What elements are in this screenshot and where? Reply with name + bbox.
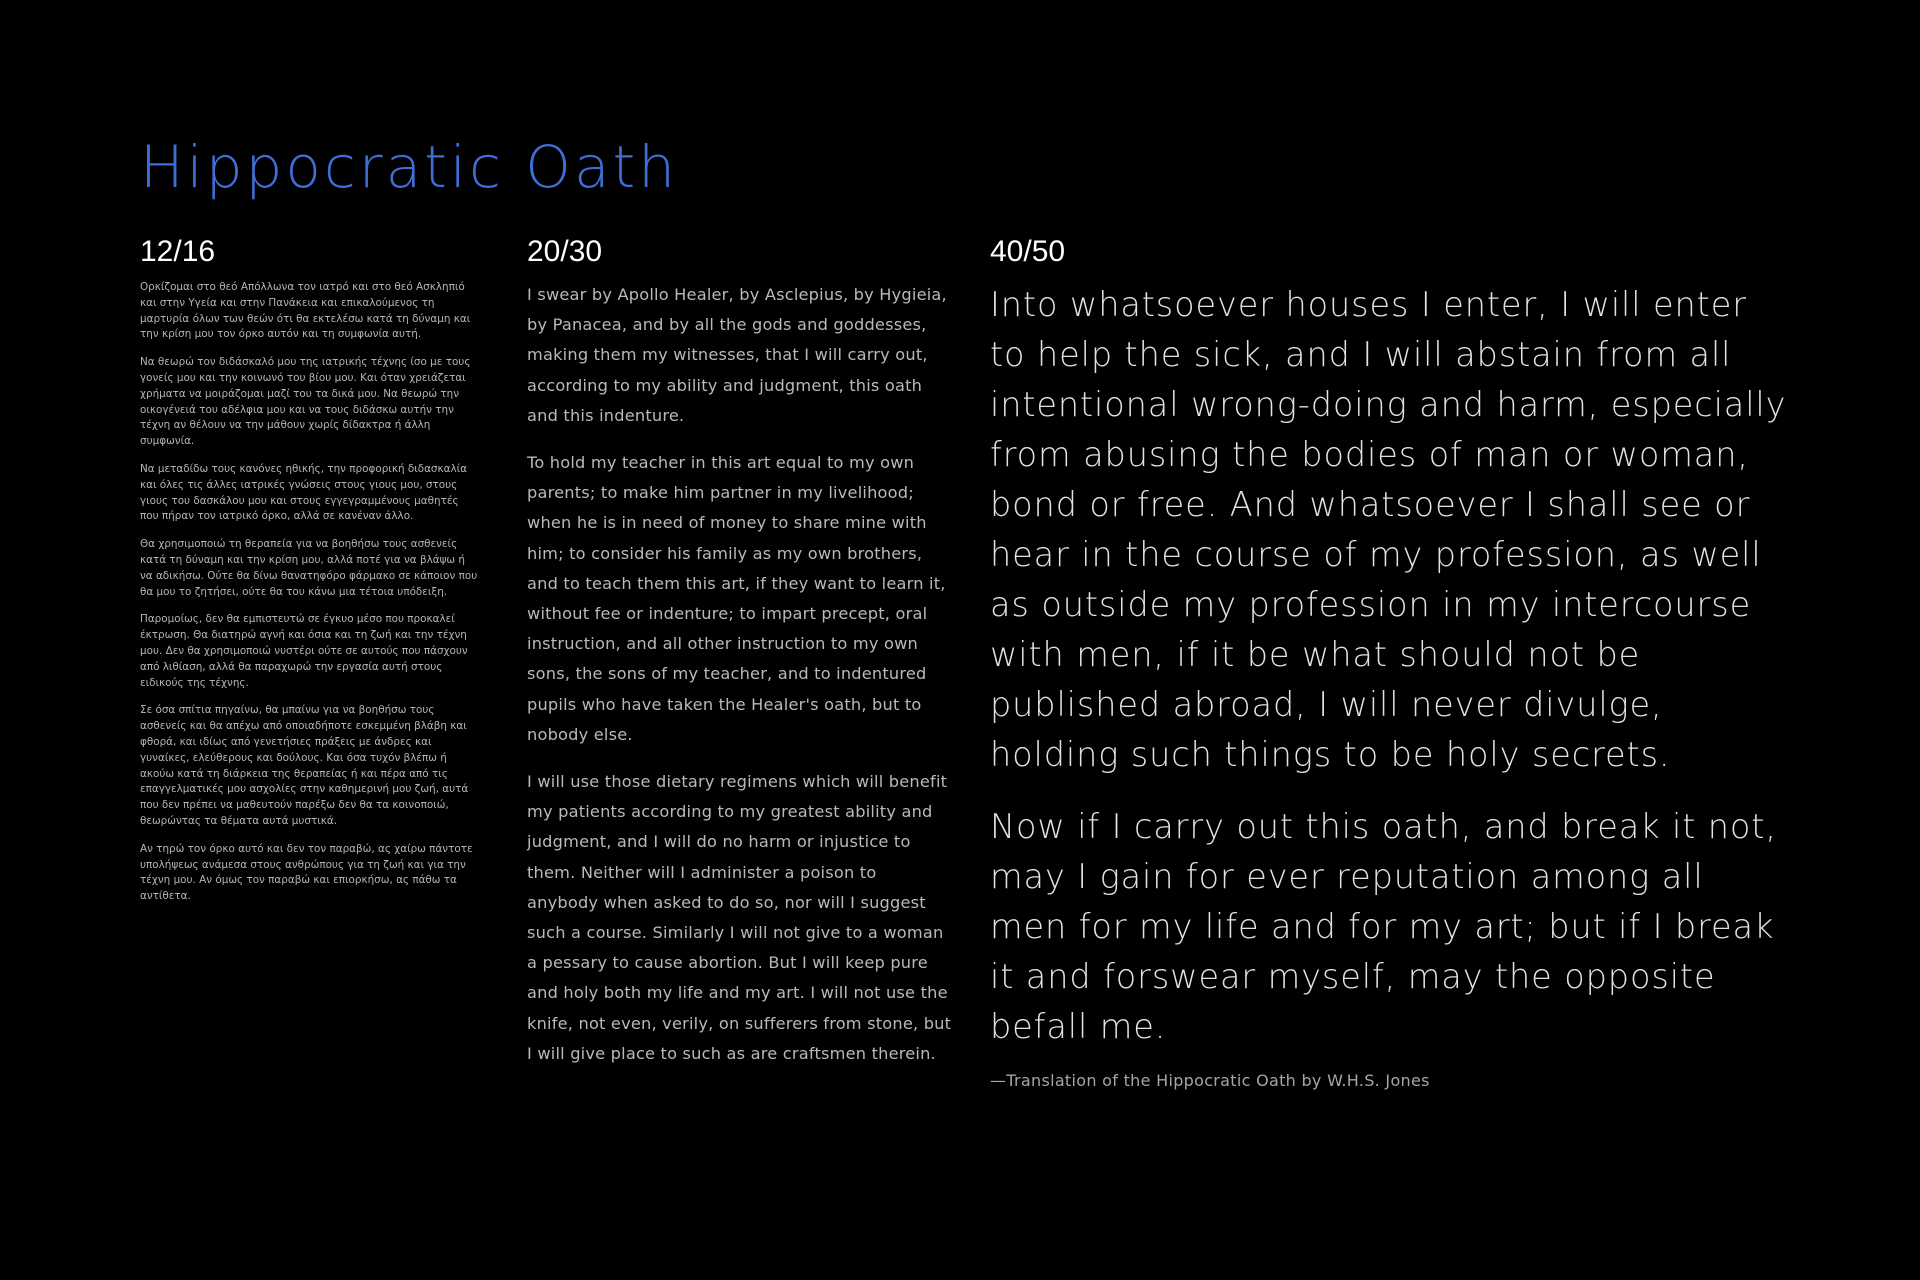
greek-paragraph: Να θεωρώ τον διδάσκαλό μου της ιατρικής τέχνης ίσο με τους γονείς μου και την κοινωνό του βίου μου. Και όταν χρειάζεται χρήματα να μοιράζομαι μαζί του τα δικά μου. Να θεωρώ την οικογένειά του αδέλφια μου και να τους διδάσκω αυτήν την τέχνη αν θέλουν να την μάθουν χωρίς δίδακτρα ή άλλη συμφωνία. bbox=[140, 356, 471, 448]
english-paragraph: I will use those dietary regimens which will benefit my patients according to my greatest ability and judgment, and I will do no harm or injustice to them. Neither will I administer a poison to anybody when asked to do so, nor will I suggest such a course. Similarly I will not give to a woman a pessary to cause abortion. But I will keep pure and holy both my life and my art. I will not use the knife, not even, verily, on sufferers from stone, but I will give place to such as are craftsmen therein. bbox=[527, 772, 952, 1063]
column-20-30 bbox=[527, 232, 952, 1086]
greek-paragraph: Ορκίζομαι στο θεό Απόλλωνα τον ιατρό και στο θεό Ασκληπιό και στην Υγεία και στην Πανάκεια και επικαλούμενος τη μαρτυρία όλων των θεών ότι θα εκτελέσω κατά τη δύναμη και την κρίση μου τον όρκο αυτόν και τη συμφωνία αυτή. bbox=[140, 281, 471, 341]
greek-paragraph: Σε όσα σπίτια πηγαίνω, θα μπαίνω για να βοηθήσω τους ασθενείς και θα απέχω από οποιαδήποτε εσκεμμένη βλάβη και φθορά, και ιδίως από γενετήσιες πράξεις με άνδρες και γυναίκες, ελεύθερους και δούλους. Και όσα τυχόν βλέπω ή ακούω κατά τη διάρκεια της θεραπείας ή και πέρα από τις επαγγελματικές μου ασχολίες στην καθημερινή μου ζωή, αυτά που δεν πρέπει να μαθευτούν παρέξω δεν θα τα κοινοποιώ, θεωρώντας τα θέματα αυτά μυστικά. bbox=[140, 704, 469, 827]
english-paragraph: I swear by Apollo Healer, by Asclepius, by Hygieia, by Panacea, and by all the gods and goddesses, making them my witnesses, that I will carry out, according to my ability and judgment, this oath and this indenture. bbox=[527, 285, 947, 425]
size-label: 20/30 bbox=[527, 235, 603, 268]
column-12-16 bbox=[140, 232, 480, 917]
size-label: 40/50 bbox=[990, 235, 1066, 268]
greek-paragraph: Να μεταδίδω τους κανόνες ηθικής, την προφορική διδασκαλία και όλες τις άλλες ιατρικές γνώσεις στους γιους μου, στους γιους του δασκάλου μου και στους εγγεγραμμένους μαθητές που πήραν τον ιατρικό όρκο, αλλά σε κανέναν άλλο. bbox=[140, 462, 467, 523]
page-title: Hippocratic Oath bbox=[140, 133, 678, 201]
greek-paragraph: Αν τηρώ τον όρκο αυτό και δεν τον παραβώ, ας χαίρω πάντοτε υπολήψεως ανάμεσα στους ανθρώπους για τη ζωή και για την τέχνη μου. Αν όμως τον παραβώ και επιορκήσω, ας πάθω τα αντίθετα. bbox=[140, 842, 473, 903]
greek-paragraph: Θα χρησιμοποιώ τη θεραπεία για να βοηθήσω τους ασθενείς κατά τη δύναμη και την κρίση μου, αλλά ποτέ για να βλάψω ή να αδικήσω. Ούτε θα δίνω θανατηφόρο φάρμακο σε κάποιον που θα μου το ζητήσει, ούτε θα του κάνω μια τέτοια υπόδειξη. bbox=[140, 538, 478, 598]
english-paragraph: To hold my teacher in this art equal to my own parents; to make him partner in my livelihood; when he is in need of money to share mine with him; to consider his family as my own brothers, and to teach them this art, if they want to learn it, without fee or indenture; to impart precept, oral instruction, and all other instruction to my own sons, the sons of my teacher, and to indentured pupils who have taken the Healer's oath, but to nobody else. bbox=[527, 453, 946, 744]
greek-paragraph: Παρομοίως, δεν θα εμπιστευτώ σε έγκυο μέσο που προκαλεί έκτρωση. Θα διατηρώ αγνή και όσια και τη ζωή και την τέχνη μου. Δεν θα χρησιμοποιώ νυστέρι ούτε σε αυτούς που πάσχουν από λιθίαση, αλλά θα παραχωρώ την εργασία αυτή στους ειδικούς της τέχνης. bbox=[140, 613, 468, 689]
translation-credit: —Translation of the Hippocratic Oath by W.H.S. Jones bbox=[990, 1071, 1430, 1090]
size-label: 12/16 bbox=[140, 235, 216, 268]
column-40-50 bbox=[990, 232, 1790, 1092]
english-paragraph: Now if I carry out this oath, and break it not, may I gain for ever reputation among all men for my life and for my art; but if I break it and forswear myself, may the opposite befall me. bbox=[990, 807, 1777, 1046]
english-paragraph: Into whatsoever houses I enter, I will enter to help the sick, and I will abstain from all intentional wrong-doing and harm, especially from abusing the bodies of man or woman, bond or free. And whatsoever I shall see or hear in the course of my profession, as well as outside my profession in my intercourse with men, if it be what should not be published abroad, I will never divulge, holding such things to be holy secrets. bbox=[990, 285, 1787, 774]
